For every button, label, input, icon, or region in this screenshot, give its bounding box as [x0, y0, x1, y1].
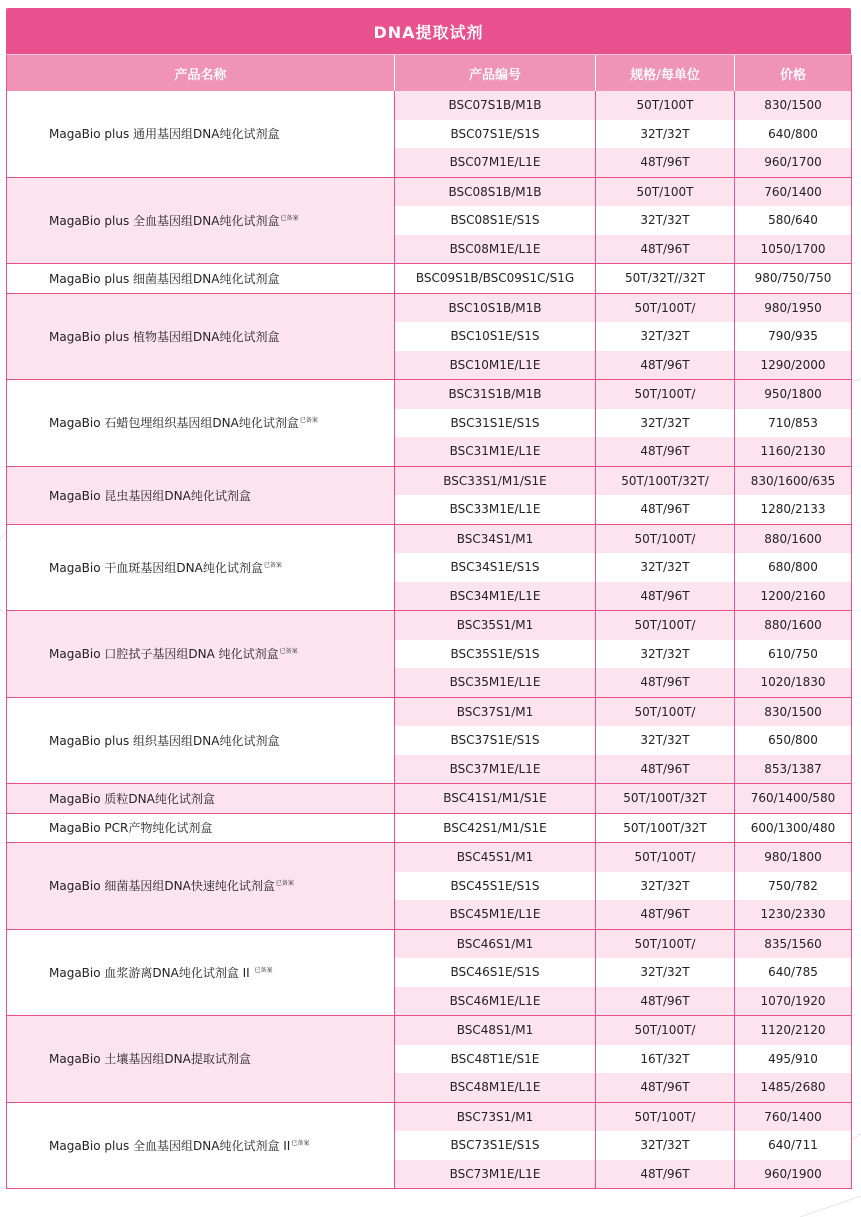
- price: 760/1400/580: [735, 784, 852, 814]
- spec-per-unit: 32T/32T: [596, 409, 735, 438]
- product-code: BSC10M1E/L1E: [395, 351, 596, 380]
- spec-per-unit: 50T/100T/32T: [596, 813, 735, 843]
- spec-per-unit: 50T/100T/: [596, 611, 735, 640]
- product-code: BSC37M1E/L1E: [395, 755, 596, 784]
- price: 640/785: [735, 958, 852, 987]
- product-name-cell: [7, 929, 395, 1016]
- table-row: [7, 813, 852, 843]
- price: 1070/1920: [735, 987, 852, 1016]
- product-name: MagaBio 土壤基因组DNA提取试剂盒: [49, 1052, 251, 1067]
- table-row: [7, 929, 852, 958]
- table-row: [7, 466, 852, 495]
- price: 680/800: [735, 553, 852, 582]
- product-code: BSC46S1/M1: [395, 929, 596, 958]
- spec-per-unit: 32T/32T: [596, 120, 735, 149]
- table-title: DNA提取试剂: [6, 8, 851, 54]
- product-name: MagaBio plus 植物基因组DNA纯化试剂盒: [49, 329, 280, 344]
- table-row: [7, 91, 852, 120]
- price: 1120/2120: [735, 1016, 852, 1045]
- product-name-cell: [7, 91, 395, 177]
- spec-per-unit: 32T/32T: [596, 640, 735, 669]
- spec-per-unit: 48T/96T: [596, 987, 735, 1016]
- product-code: BSC07S1E/S1S: [395, 120, 596, 149]
- product-code: BSC34S1E/S1S: [395, 553, 596, 582]
- price: 1020/1830: [735, 668, 852, 697]
- spec-per-unit: 32T/32T: [596, 958, 735, 987]
- spec-per-unit: 50T/100T/: [596, 1016, 735, 1045]
- spec-per-unit: 48T/96T: [596, 900, 735, 929]
- price: 1290/2000: [735, 351, 852, 380]
- spec-per-unit: 50T/100T/: [596, 380, 735, 409]
- spec-per-unit: 48T/96T: [596, 495, 735, 524]
- table-row: [7, 524, 852, 553]
- header-product-name: 产品名称: [7, 55, 395, 92]
- spec-per-unit: 50T/100T/: [596, 697, 735, 726]
- spec-per-unit: 48T/96T: [596, 755, 735, 784]
- table-row: [7, 1102, 852, 1131]
- product-name-cell: [7, 784, 395, 814]
- header-row: [7, 55, 852, 92]
- product-code: BSC45M1E/L1E: [395, 900, 596, 929]
- product-name-cell: [7, 843, 395, 930]
- product-code: BSC73M1E/L1E: [395, 1160, 596, 1189]
- price: 1050/1700: [735, 235, 852, 264]
- product-name: MagaBio PCR产物纯化试剂盒: [49, 821, 213, 836]
- product-code: BSC45S1E/S1S: [395, 872, 596, 901]
- price: 790/935: [735, 322, 852, 351]
- product-code: BSC33M1E/L1E: [395, 495, 596, 524]
- product-code: BSC46S1E/S1S: [395, 958, 596, 987]
- spec-per-unit: 50T/100T/: [596, 843, 735, 872]
- product-code: BSC10S1B/M1B: [395, 293, 596, 322]
- header-spec: 规格/每单位: [596, 55, 735, 92]
- spec-per-unit: 48T/96T: [596, 148, 735, 177]
- filing-tag: 已备案: [280, 214, 299, 222]
- price: 750/782: [735, 872, 852, 901]
- spec-per-unit: 50T/100T/: [596, 524, 735, 553]
- price: 980/750/750: [735, 264, 852, 294]
- table-row: [7, 293, 852, 322]
- product-name: MagaBio 细菌基因组DNA快速纯化试剂盒: [49, 879, 275, 894]
- price: 640/711: [735, 1131, 852, 1160]
- spec-per-unit: 50T/100T: [596, 91, 735, 120]
- product-name: MagaBio plus 组织基因组DNA纯化试剂盒: [49, 733, 280, 748]
- spec-per-unit: 50T/100T/32T: [596, 784, 735, 814]
- product-code: BSC35S1E/S1S: [395, 640, 596, 669]
- table-row: [7, 843, 852, 872]
- table-row: [7, 784, 852, 814]
- spec-per-unit: 48T/96T: [596, 351, 735, 380]
- product-code: BSC48T1E/S1E: [395, 1045, 596, 1074]
- price: 760/1400: [735, 1102, 852, 1131]
- product-name-cell: [7, 1102, 395, 1189]
- product-name: MagaBio 石蜡包埋组织基因组DNA纯化试剂盒: [49, 416, 299, 431]
- product-name: MagaBio 血浆游离DNA纯化试剂盒 II: [49, 965, 254, 980]
- product-code: BSC37S1/M1: [395, 697, 596, 726]
- product-code: BSC07M1E/L1E: [395, 148, 596, 177]
- price: 960/1900: [735, 1160, 852, 1189]
- product-name: MagaBio 干血斑基因组DNA纯化试剂盒: [49, 560, 263, 575]
- price: 830/1600/635: [735, 466, 852, 495]
- price: 760/1400: [735, 177, 852, 206]
- filing-tag: 已备案: [263, 561, 282, 569]
- product-name-cell: [7, 524, 395, 611]
- product-code: BSC37S1E/S1S: [395, 726, 596, 755]
- product-code: BSC09S1B/BSC09S1C/S1G: [395, 264, 596, 294]
- table-row: [7, 380, 852, 409]
- product-name: MagaBio plus 细菌基因组DNA纯化试剂盒: [49, 271, 280, 286]
- product-name-cell: [7, 293, 395, 380]
- product-code: BSC42S1/M1/S1E: [395, 813, 596, 843]
- spec-per-unit: 50T/32T//32T: [596, 264, 735, 294]
- spec-per-unit: 48T/96T: [596, 1160, 735, 1189]
- product-name-cell: [7, 697, 395, 784]
- product-code: BSC10S1E/S1S: [395, 322, 596, 351]
- price: 880/1600: [735, 611, 852, 640]
- product-code: BSC41S1/M1/S1E: [395, 784, 596, 814]
- product-code: BSC08S1B/M1B: [395, 177, 596, 206]
- price: 1230/2330: [735, 900, 852, 929]
- price: 1485/2680: [735, 1073, 852, 1102]
- price: 980/1800: [735, 843, 852, 872]
- filing-tag: 已备案: [291, 1139, 310, 1147]
- price: 610/750: [735, 640, 852, 669]
- product-name-cell: [7, 264, 395, 294]
- price: 1280/2133: [735, 495, 852, 524]
- product-code: BSC45S1/M1: [395, 843, 596, 872]
- product-code: BSC31M1E/L1E: [395, 437, 596, 466]
- spec-per-unit: 32T/32T: [596, 726, 735, 755]
- filing-tag: 已备案: [254, 966, 273, 974]
- spec-per-unit: 32T/32T: [596, 1131, 735, 1160]
- filing-tag: 已备案: [279, 648, 298, 656]
- price: 830/1500: [735, 697, 852, 726]
- price: 710/853: [735, 409, 852, 438]
- table-row: [7, 1016, 852, 1045]
- spec-per-unit: 32T/32T: [596, 322, 735, 351]
- product-code: BSC34M1E/L1E: [395, 582, 596, 611]
- product-code: BSC48S1/M1: [395, 1016, 596, 1045]
- product-name-cell: [7, 177, 395, 264]
- product-code: BSC31S1E/S1S: [395, 409, 596, 438]
- product-code: BSC33S1/M1/S1E: [395, 466, 596, 495]
- price: 830/1500: [735, 91, 852, 120]
- price: 853/1387: [735, 755, 852, 784]
- product-name-cell: [7, 611, 395, 698]
- product-code: BSC31S1B/M1B: [395, 380, 596, 409]
- price: 960/1700: [735, 148, 852, 177]
- price: 640/800: [735, 120, 852, 149]
- filing-tag: 已备案: [299, 417, 318, 425]
- product-name: MagaBio plus 全血基因组DNA纯化试剂盒: [49, 213, 280, 228]
- product-name: MagaBio plus 通用基因组DNA纯化试剂盒: [49, 127, 280, 142]
- table-row: [7, 697, 852, 726]
- spec-per-unit: 32T/32T: [596, 206, 735, 235]
- price: 600/1300/480: [735, 813, 852, 843]
- product-code: BSC73S1E/S1S: [395, 1131, 596, 1160]
- product-name-cell: [7, 380, 395, 467]
- product-code: BSC08S1E/S1S: [395, 206, 596, 235]
- product-name-cell: [7, 813, 395, 843]
- price: 880/1600: [735, 524, 852, 553]
- spec-per-unit: 32T/32T: [596, 872, 735, 901]
- price: 980/1950: [735, 293, 852, 322]
- product-code: BSC48M1E/L1E: [395, 1073, 596, 1102]
- product-name: MagaBio plus 全血基因组DNA纯化试剂盒 II: [49, 1138, 291, 1153]
- header-product-code: 产品编号: [395, 55, 596, 92]
- spec-per-unit: 48T/96T: [596, 668, 735, 697]
- product-code: BSC35S1/M1: [395, 611, 596, 640]
- table-row: [7, 264, 852, 294]
- filing-tag: 已备案: [275, 880, 294, 888]
- product-name: MagaBio 昆虫基因组DNA纯化试剂盒: [49, 488, 251, 503]
- spec-per-unit: 50T/100T/32T/: [596, 466, 735, 495]
- header-price: 价格: [735, 55, 852, 92]
- spec-per-unit: 48T/96T: [596, 1073, 735, 1102]
- price: 950/1800: [735, 380, 852, 409]
- price: 650/800: [735, 726, 852, 755]
- price: 580/640: [735, 206, 852, 235]
- product-code: BSC07S1B/M1B: [395, 91, 596, 120]
- table-row: [7, 611, 852, 640]
- spec-per-unit: 50T/100T/: [596, 1102, 735, 1131]
- spec-per-unit: 50T/100T/: [596, 293, 735, 322]
- spec-per-unit: 50T/100T: [596, 177, 735, 206]
- spec-per-unit: 16T/32T: [596, 1045, 735, 1074]
- price: 1160/2130: [735, 437, 852, 466]
- product-code: BSC46M1E/L1E: [395, 987, 596, 1016]
- product-code: BSC08M1E/L1E: [395, 235, 596, 264]
- product-name: MagaBio 口腔拭子基因组DNA 纯化试剂盒: [49, 647, 279, 662]
- product-name: MagaBio 质粒DNA纯化试剂盒: [49, 791, 215, 806]
- product-code: BSC73S1/M1: [395, 1102, 596, 1131]
- product-code: BSC34S1/M1: [395, 524, 596, 553]
- table-row: [7, 177, 852, 206]
- product-table: [6, 54, 852, 1189]
- price: 1200/2160: [735, 582, 852, 611]
- spec-per-unit: 32T/32T: [596, 553, 735, 582]
- price: 835/1560: [735, 929, 852, 958]
- product-name-cell: [7, 1016, 395, 1103]
- price-sheet: [6, 8, 851, 1189]
- price: 495/910: [735, 1045, 852, 1074]
- spec-per-unit: 48T/96T: [596, 437, 735, 466]
- spec-per-unit: 48T/96T: [596, 582, 735, 611]
- spec-per-unit: 48T/96T: [596, 235, 735, 264]
- product-name-cell: [7, 466, 395, 524]
- spec-per-unit: 50T/100T/: [596, 929, 735, 958]
- product-code: BSC35M1E/L1E: [395, 668, 596, 697]
